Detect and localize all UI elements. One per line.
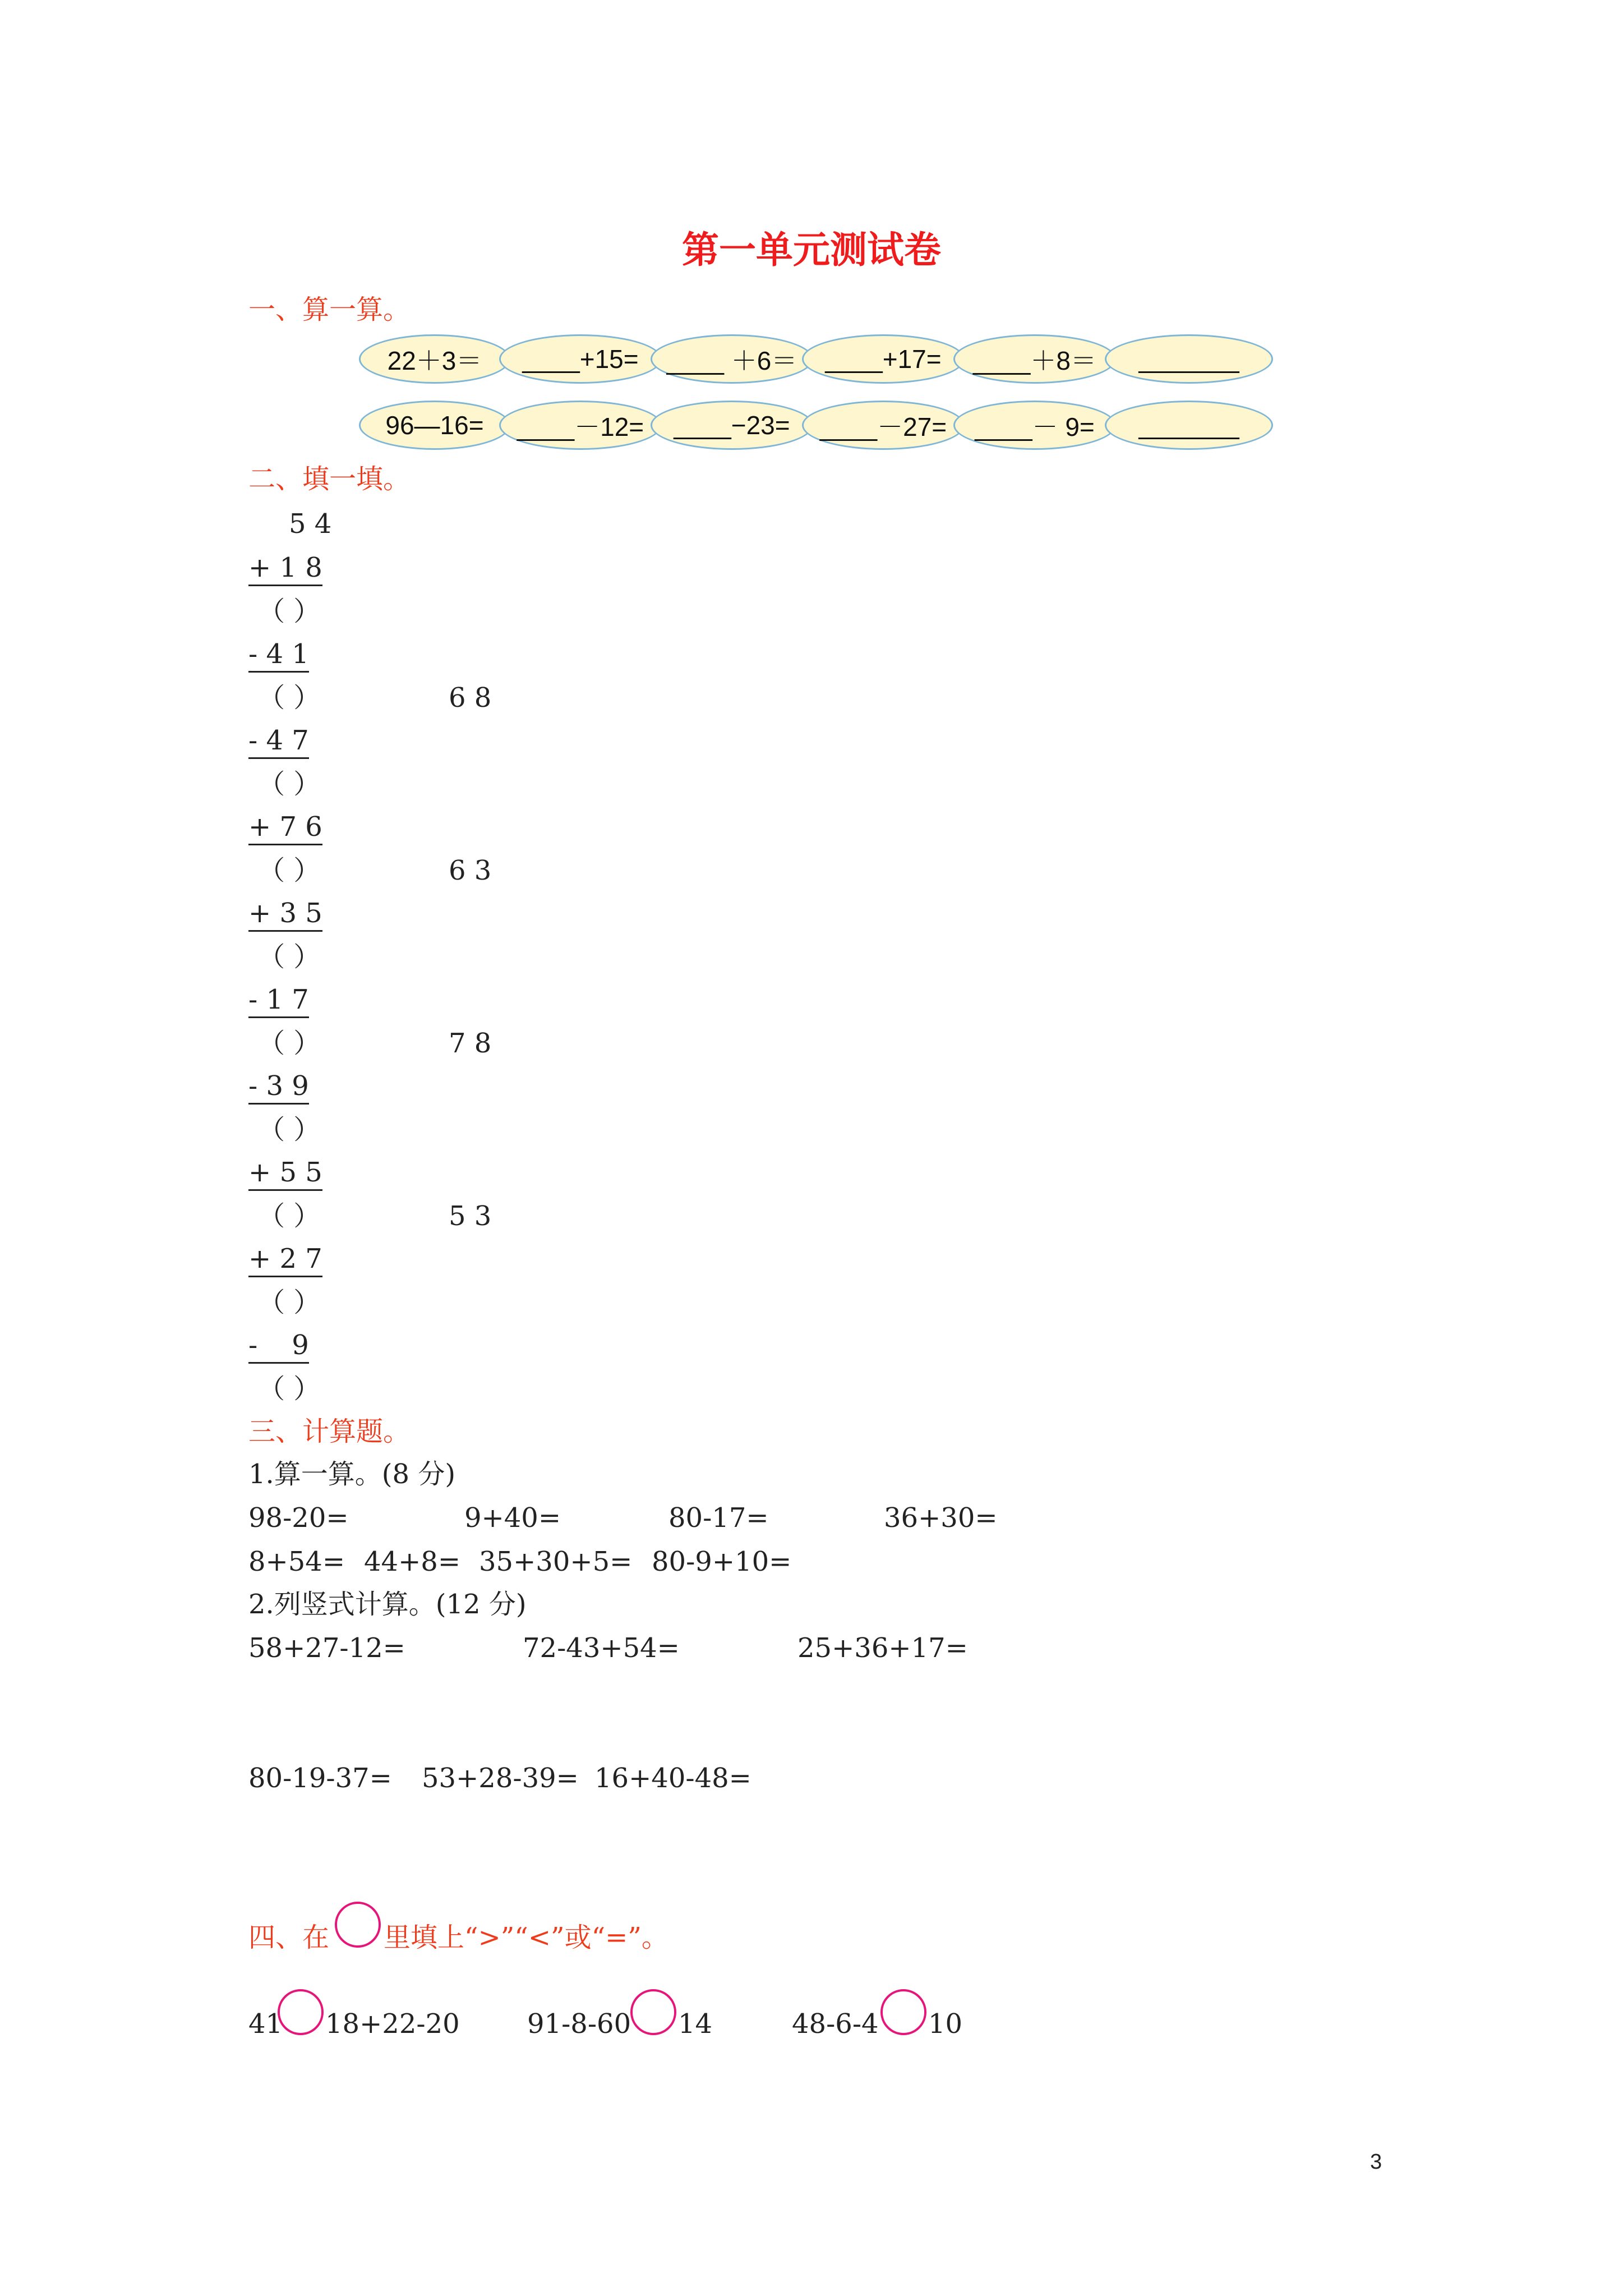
- vertical-top-number: 5 3: [449, 1200, 492, 1232]
- comparison-circle[interactable]: [630, 1989, 676, 2035]
- chain-cell: _______: [1105, 401, 1273, 450]
- vertical-operation: - 4 1: [248, 641, 309, 673]
- equation: 80-9+10=: [652, 1546, 792, 1577]
- chain-cell: ____－ 9=: [953, 401, 1116, 450]
- answer-blank: （ ）: [258, 596, 321, 627]
- vertical-top-number: 5 4: [289, 508, 332, 540]
- chain-cell: ____－27=: [802, 401, 965, 450]
- equation: 72-43+54=: [523, 1632, 680, 1664]
- vertical-operation: + 2 7: [248, 1245, 322, 1277]
- section-4-heading-start: 四、在: [248, 1922, 330, 1953]
- section-4-heading-end: 里填上“>”“<”或“=”。: [384, 1922, 668, 1953]
- comparison-left: 48-6-4: [792, 2008, 879, 2040]
- equation: 53+28-39=: [422, 1763, 579, 1794]
- vertical-top-number: 6 3: [449, 855, 492, 886]
- chain-cell: ____＋8＝: [953, 334, 1116, 384]
- section-1-heading: 一、算一算。: [248, 294, 411, 325]
- answer-blank: （ ）: [258, 941, 321, 973]
- chain-cell: 96—16=: [359, 401, 510, 450]
- answer-blank: （ ）: [258, 1200, 321, 1232]
- chain-cell: ____−23=: [651, 401, 813, 450]
- equation: 25+36+17=: [797, 1632, 968, 1664]
- comparison-left: 41: [248, 2008, 283, 2040]
- comparison-circle[interactable]: [880, 1989, 926, 2035]
- comparison-left: 91-8-60: [527, 2008, 631, 2040]
- vertical-operation: + 7 6: [248, 813, 322, 845]
- vertical-operation: - 4 7: [248, 727, 309, 759]
- comparison-right: 18+22-20: [325, 2008, 460, 2040]
- answer-blank: （ ）: [258, 1373, 321, 1405]
- answer-blank: （ ）: [258, 1028, 321, 1059]
- chain-cell: ____－12=: [499, 401, 662, 450]
- calc-chain-subtraction: [359, 401, 1279, 452]
- part-1-label: 1.算一算。(8 分): [248, 1458, 456, 1490]
- equation: 44+8=: [364, 1546, 461, 1577]
- vertical-operation: + 3 5: [248, 900, 322, 932]
- equation: 80-17=: [668, 1502, 769, 1534]
- chain-cell: ____ ＋6＝: [651, 334, 813, 384]
- answer-blank: （ ）: [258, 769, 321, 800]
- circle-icon: [335, 1902, 381, 1948]
- equation: 80-19-37=: [248, 1763, 392, 1794]
- answer-blank: （ ）: [258, 855, 321, 886]
- equation: 36+30=: [884, 1502, 998, 1534]
- comparison-right: 10: [928, 2008, 963, 2040]
- chain-cell: 22＋3＝: [359, 334, 510, 384]
- chain-cell: ____+15=: [499, 334, 662, 384]
- comparison-right: 14: [678, 2008, 713, 2040]
- calc-chain-addition: [359, 334, 1279, 386]
- vertical-operation: - 9: [248, 1332, 309, 1364]
- vertical-operation: - 1 7: [248, 986, 309, 1018]
- vertical-operation: + 1 8: [248, 554, 322, 586]
- equation: 16+40-48=: [594, 1763, 751, 1794]
- equation: 98-20=: [248, 1502, 349, 1534]
- section-2-heading: 二、填一填。: [248, 463, 411, 495]
- part-2-label: 2.列竖式计算。(12 分): [248, 1589, 527, 1620]
- answer-blank: （ ）: [258, 1287, 321, 1318]
- equation: 8+54=: [248, 1546, 345, 1577]
- comparison-circle[interactable]: [278, 1989, 324, 2035]
- section-3-heading: 三、计算题。: [248, 1416, 411, 1447]
- vertical-operation: - 3 9: [248, 1073, 309, 1105]
- chain-cell: ____+17=: [802, 334, 965, 384]
- answer-blank: （ ）: [258, 1114, 321, 1145]
- page-title: 第一单元测试卷: [682, 228, 941, 272]
- vertical-top-number: 7 8: [449, 1028, 492, 1059]
- equation: 35+30+5=: [479, 1546, 633, 1577]
- page-number: 3: [1370, 2150, 1382, 2174]
- equation: 9+40=: [464, 1502, 561, 1534]
- vertical-operation: + 5 5: [248, 1159, 322, 1191]
- equation: 58+27-12=: [248, 1632, 405, 1664]
- vertical-top-number: 6 8: [449, 682, 492, 714]
- answer-blank: （ ）: [258, 682, 321, 714]
- chain-cell: _______: [1105, 334, 1273, 384]
